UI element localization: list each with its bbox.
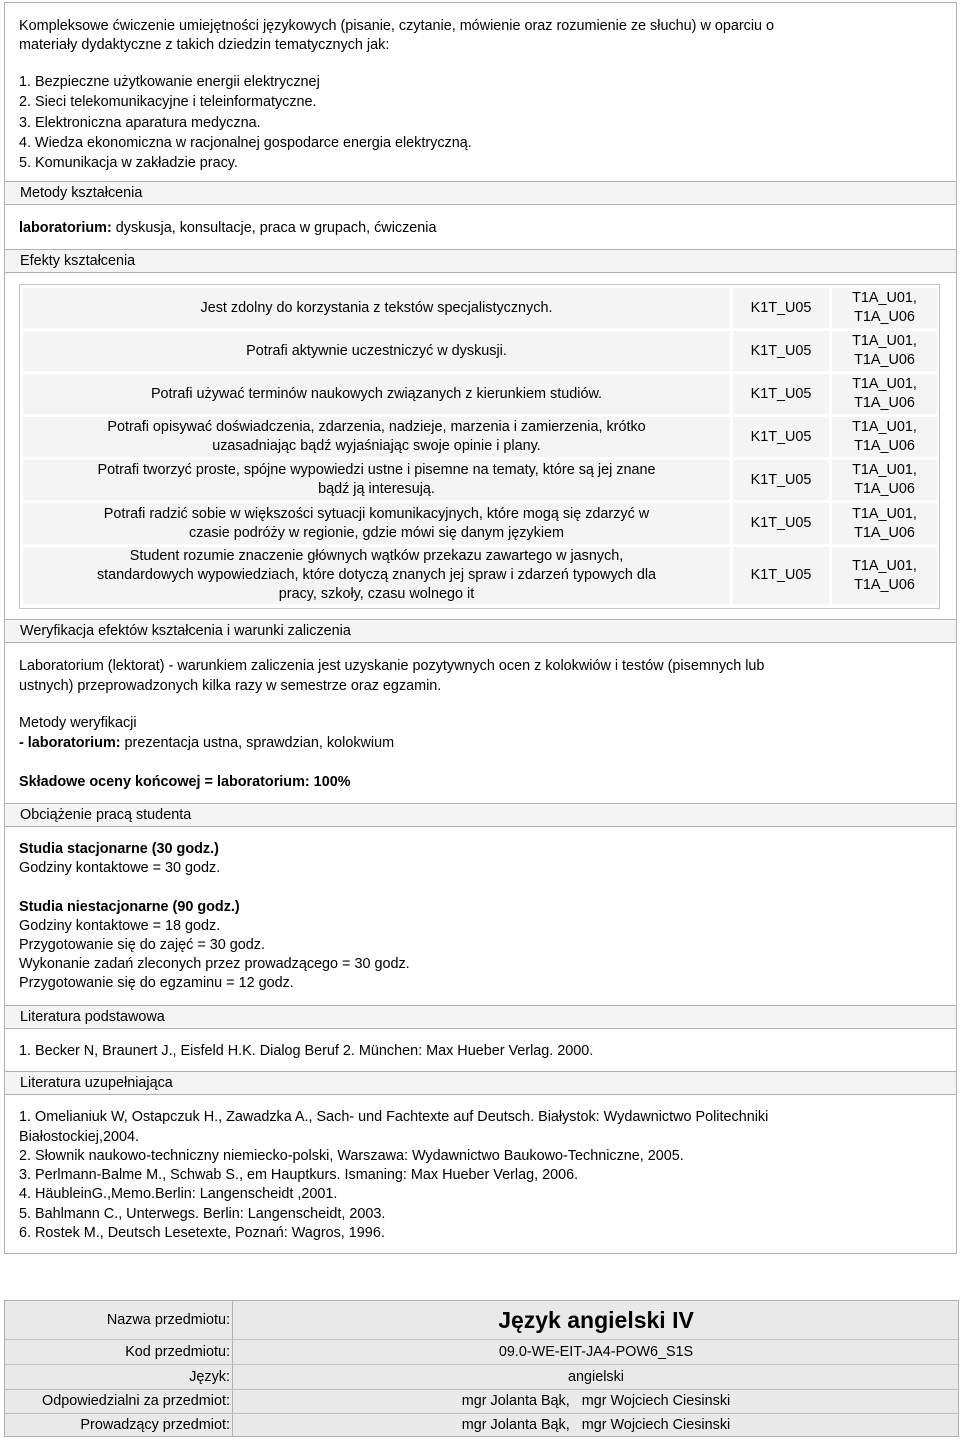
effects-heading: Efekty kształcenia — [20, 253, 136, 269]
language-value: angielski — [568, 1368, 624, 1385]
final-grade-composition: Składowe oceny końcowej = laboratorium: 100% — [19, 774, 351, 790]
effect-reference-line: T1A_U06 — [854, 524, 915, 541]
literature-extra-item: 5. Bahlmann C., Unterwegs. Berlin: Langenscheidt, 2003. — [19, 1206, 386, 1222]
literature-extra-heading-bar — [4, 1071, 957, 1095]
effect-description — [23, 288, 730, 328]
responsible-row — [5, 1390, 958, 1413]
effect-reference-line: T1A_U01, — [852, 376, 917, 392]
effect-description-line: Potrafi radzić sobie w większości sytuacji komunikacyjnych, które mogą się zdarzyć w — [103, 505, 650, 522]
effects-table — [19, 284, 940, 609]
course-code-label: Kod przedmiotu: — [5, 1340, 233, 1364]
effect-code: K1T_U05 — [733, 331, 829, 371]
effect-reference-line: T1A_U06 — [854, 576, 915, 593]
effect-reference-line: T1A_U06 — [854, 395, 915, 411]
effect-description-line: Student rozumie znaczenie głównych wątków przekazu zawartego w jasnych, — [129, 548, 624, 564]
part-time-line: Przygotowanie się do egzaminu = 12 godz. — [19, 975, 294, 991]
responsible-label: Odpowiedzialni za przedmiot: — [5, 1390, 233, 1413]
course-name-row — [5, 1301, 958, 1339]
effect-reference-line: T1A_U01, — [852, 419, 917, 435]
effect-code: K1T_U05 — [733, 460, 829, 500]
course-name-value: Język angielski IV — [498, 1306, 694, 1333]
language-row — [5, 1365, 958, 1389]
effect-description — [23, 374, 730, 414]
workload-heading-bar — [4, 803, 957, 827]
effect-code: K1T_U05 — [733, 288, 829, 328]
effect-code: K1T_U05 — [733, 417, 829, 457]
course-info-table — [4, 1300, 959, 1437]
effects-heading-bar — [4, 249, 957, 273]
literature-extra-item: 4. HäubleinG.,Memo.Berlin: Langenscheidt ,2001. — [19, 1186, 338, 1202]
topic-item: 4. Wiedza ekonomiczna w racjonalnej gospodarce energia elektryczną. — [19, 135, 472, 151]
instructor-row — [5, 1414, 958, 1436]
course-code-value: 09.0-WE-EIT-JA4-POW6_S1S — [498, 1343, 694, 1360]
part-time-line: Godziny kontaktowe = 18 godz. — [19, 918, 221, 934]
methods-heading-bar — [4, 181, 957, 205]
instructor-value: mgr Jolanta Bąk, mgr Wojciech Ciesinski — [461, 1416, 731, 1433]
effect-code: K1T_U05 — [733, 503, 829, 544]
effect-description — [23, 331, 730, 371]
literature-extra-item: 3. Perlmann-Balme M., Schwab S., em Hauptkurs. Ismaning: Max Hueber Verlag, 2006. — [19, 1167, 579, 1183]
full-time-heading: Studia stacjonarne (30 godz.) — [19, 841, 219, 857]
effect-reference-line: T1A_U01, — [852, 505, 917, 522]
effect-description-line: standardowych wypowiedziach, które dotyczą znanych jej spraw i zdarzeń typowych dla — [96, 567, 657, 583]
intro-line-2: materiały dydaktyczne z takich dziedzin tematycznych jak: — [19, 37, 390, 53]
part-time-heading: Studia niestacjonarne (90 godz.) — [19, 899, 240, 915]
course-name-label: Nazwa przedmiotu: — [5, 1301, 233, 1339]
effect-reference-line: T1A_U06 — [854, 438, 915, 454]
responsible-value: mgr Jolanta Bąk, mgr Wojciech Ciesinski — [461, 1393, 731, 1409]
verification-line-1: Laboratorium (lektorat) - warunkiem zaliczenia jest uzyskanie pozytywnych ocen z kolokwiów i testów (pisemnych lub — [19, 658, 765, 674]
intro-line-1: Kompleksowe ćwiczenie umiejętności językowych (pisanie, czytanie, mówienie oraz rozumienie ze słuchu) w oparciu o — [19, 18, 775, 34]
effect-reference — [832, 503, 937, 544]
topic-item: 5. Komunikacja w zakładzie pracy. — [19, 155, 238, 171]
literature-extra-item: 1. Omelianiuk W, Ostapczuk H., Zawadzka A., Sach- und Fachtexte auf Deutsch. Białystok: Wydawnictwo Politechniki — [19, 1109, 769, 1125]
verification-line-2: ustnych) przeprowadzonych kilka razy w semestrze oraz egzamin. — [19, 678, 442, 694]
effect-reference — [832, 288, 937, 328]
effect-description-line: czasie podróży w regionie, gdzie mówi się danym językiem — [188, 524, 565, 541]
literature-extra-item: 6. Rostek M., Deutsch Lesetexte, Poznań: Wagros, 1996. — [19, 1225, 385, 1241]
verification-heading: Weryfikacja efektów kształcenia i warunki zaliczenia — [20, 623, 351, 639]
workload-heading: Obciążenie pracą studenta — [20, 807, 192, 823]
language-label: Język: — [5, 1365, 233, 1389]
literature-extra-item: 2. Słownik naukowo-techniczny niemiecko-polski, Warszawa: Wydawnictwo Baukowo-Techniczne, 2005. — [19, 1148, 684, 1164]
effect-description-line: Potrafi tworzyć proste, spójne wypowiedzi ustne i pisemne na tematy, które są jej znane — [97, 462, 656, 478]
topic-item: 2. Sieci telekomunikacyjne i teleinformatyczne. — [19, 94, 317, 110]
effect-reference-line: T1A_U06 — [854, 352, 915, 368]
part-time-line: Wykonanie zadań zleconych przez prowadzącego = 30 godz. — [19, 956, 410, 972]
methods-label: laboratorium: — [19, 220, 112, 236]
effect-description-line: Potrafi aktywnie uczestniczyć w dyskusji. — [246, 342, 507, 359]
effect-description-line: Potrafi opisywać doświadczenia, zdarzenia, nadzieje, marzenia i zamierzenia, krótko — [107, 419, 646, 435]
literature-extra-item: Białostockiej,2004. — [19, 1129, 139, 1145]
effect-reference-line: T1A_U01, — [852, 290, 917, 306]
effect-reference — [832, 547, 937, 604]
literature-basic-heading: Literatura podstawowa — [20, 1009, 165, 1025]
part-time-line: Przygotowanie się do zajęć = 30 godz. — [19, 937, 265, 953]
topic-item: 3. Elektroniczna aparatura medyczna. — [19, 115, 261, 131]
effect-reference-line: T1A_U06 — [854, 309, 915, 325]
effect-reference — [832, 331, 937, 371]
effect-description-line: Jest zdolny do korzystania z tekstów specjalistycznych. — [200, 299, 553, 316]
effect-description — [23, 503, 730, 544]
effect-description-line: uzasadniając bądź wyjaśniając swoje opinie i plany. — [212, 438, 541, 454]
effect-reference-line: T1A_U01, — [852, 333, 917, 349]
topic-item: 1. Bezpieczne użytkowanie energii elektrycznej — [19, 74, 320, 90]
effect-description — [23, 417, 730, 457]
methods-text — [19, 219, 437, 238]
verification-methods-text — [19, 734, 394, 753]
literature-basic-heading-bar — [4, 1005, 957, 1029]
effect-code: K1T_U05 — [733, 547, 829, 604]
effect-reference — [832, 460, 937, 500]
instructor-label: Prowadzący przedmiot: — [5, 1414, 233, 1436]
effect-code: K1T_U05 — [733, 374, 829, 414]
effect-description-line: bądź ją interesują. — [318, 481, 435, 497]
effect-description-line: pracy, szkoły, czasu wolnego it — [278, 586, 475, 602]
verification-methods-label: - laboratorium: — [19, 735, 121, 751]
effect-reference — [832, 417, 937, 457]
course-code-row — [5, 1340, 958, 1364]
effect-description — [23, 547, 730, 604]
effect-reference-line: T1A_U01, — [852, 557, 917, 574]
verification-methods-value: prezentacja ustna, sprawdzian, kolokwium — [120, 735, 395, 751]
full-time-line: Godziny kontaktowe = 30 godz. — [19, 860, 221, 876]
literature-basic-item: 1. Becker N, Braunert J., Eisfeld H.K. Dialog Beruf 2. München: Max Hueber Verlag. 2000. — [19, 1043, 594, 1059]
verification-methods-heading: Metody weryfikacji — [19, 715, 137, 731]
verification-heading-bar — [4, 619, 957, 643]
effect-reference-line: T1A_U01, — [852, 462, 917, 478]
effect-reference-line: T1A_U06 — [854, 481, 915, 497]
methods-heading: Metody kształcenia — [20, 185, 143, 201]
effect-description-line: Potrafi używać terminów naukowych związanych z kierunkiem studiów. — [150, 385, 603, 402]
literature-extra-heading: Literatura uzupełniająca — [20, 1075, 173, 1091]
effect-reference — [832, 374, 937, 414]
effect-description — [23, 460, 730, 500]
methods-value: dyskusja, konsultacje, praca w grupach, ćwiczenia — [111, 220, 437, 236]
